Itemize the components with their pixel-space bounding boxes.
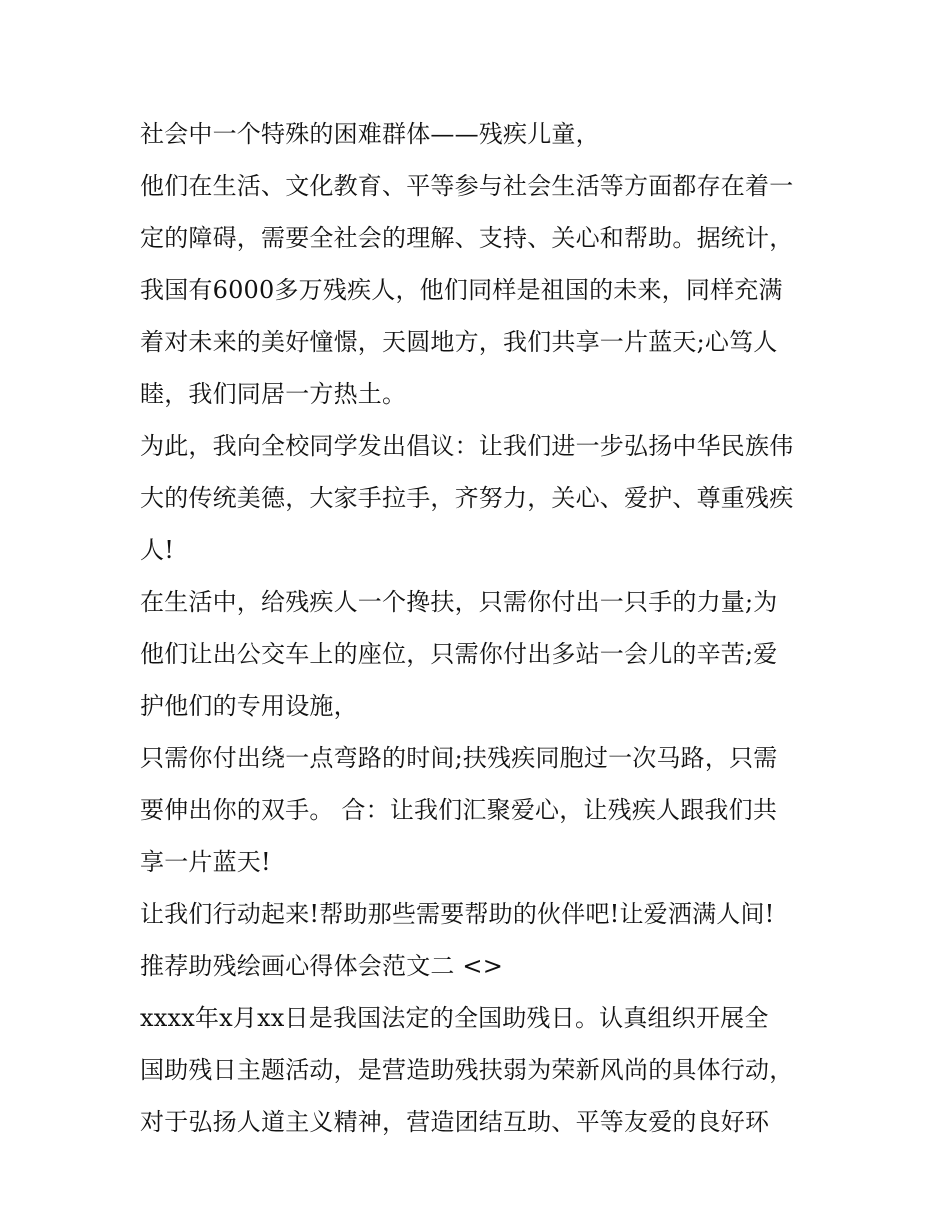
text-line: 我国有6000多万残疾人，他们同样是祖国的未来，同样充满: [140, 276, 783, 304]
text-line: 社会中一个特殊的困难群体——残疾儿童，: [140, 120, 600, 148]
text-line: 对于弘扬人道主义精神，营造团结互助、平等友爱的良好环: [140, 1108, 770, 1136]
text-line: 在生活中，给残疾人一个搀扶，只需你付出一只手的力量;为: [140, 588, 778, 616]
text-line: 定的障碍，需要全社会的理解、支持、关心和帮助。据统计，: [140, 224, 794, 252]
text-line: 让我们行动起来!帮助那些需要帮助的伙伴吧!让爱洒满人间!: [140, 900, 775, 928]
text-line: 大的传统美德，大家手拉手，齐努力，关心、爱护、尊重残疾: [140, 484, 794, 512]
document-body: [140, 108, 820, 1148]
section-heading: 推荐助残绘画心得体会范文二 <>: [140, 952, 504, 980]
text-line: 国助残日主题活动，是营造助残扶弱为荣新风尚的具体行动，: [140, 1056, 794, 1084]
text-line: 为此，我向全校同学发出倡议：让我们进一步弘扬中华民族伟: [140, 432, 794, 460]
text-line: 要伸出你的双手。 合：让我们汇聚爱心，让残疾人跟我们共: [140, 796, 778, 824]
text-line: 人!: [140, 536, 175, 564]
text-line: xxxx年x月xx日是我国法定的全国助残日。认真组织开展全: [140, 1004, 769, 1032]
text-line: 护他们的专用设施，: [140, 692, 358, 720]
text-line: 他们让出公交车上的座位，只需你付出多站一会儿的辛苦;爱: [140, 640, 778, 668]
text-line: 睦，我们同居一方热土。: [140, 380, 407, 408]
text-line: 享一片蓝天!: [140, 848, 271, 876]
text-line: 只需你付出绕一点弯路的时间;扶残疾同胞过一次马路，只需: [140, 744, 778, 772]
text-line: 着对未来的美好憧憬，天圆地方，我们共享一片蓝天;心笃人: [140, 328, 778, 356]
text-line: 他们在生活、文化教育、平等参与社会生活等方面都存在着一: [140, 172, 794, 200]
